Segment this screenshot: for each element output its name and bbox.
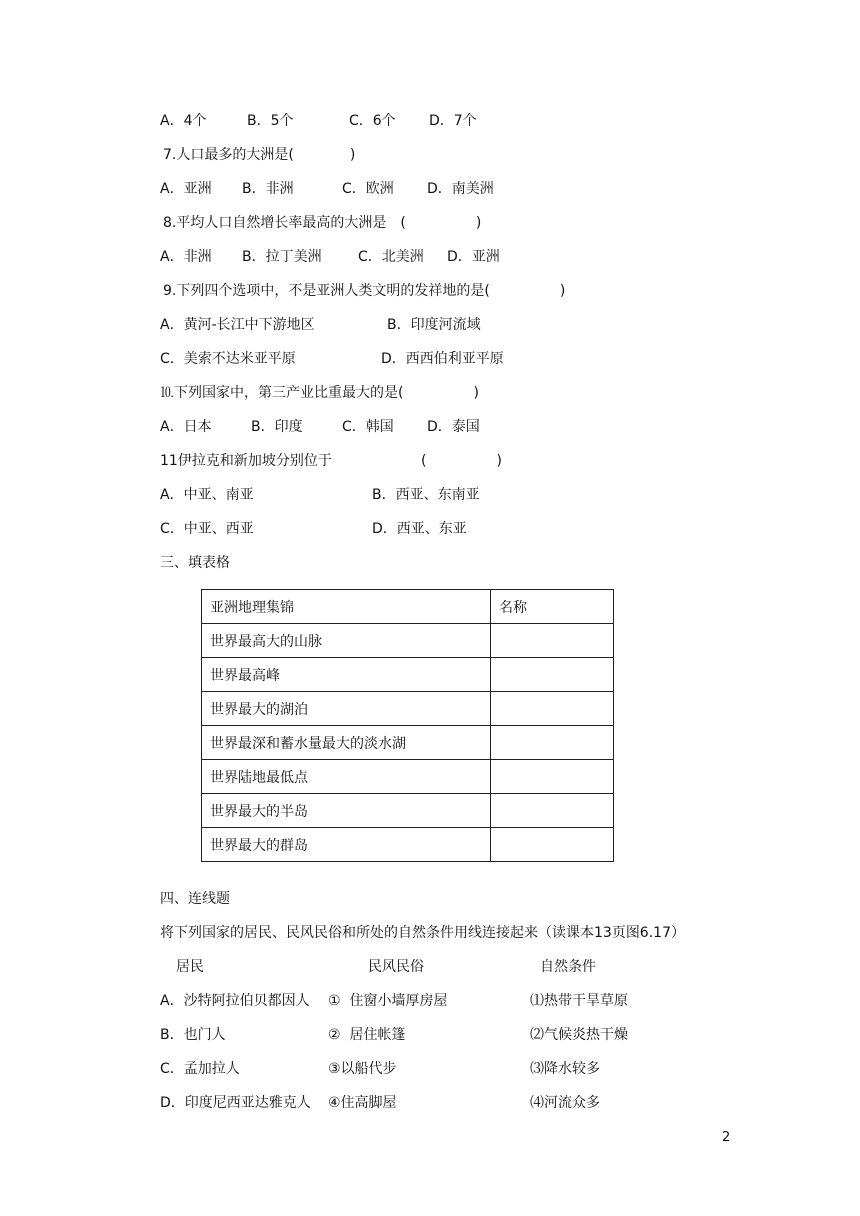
header-residents: 居民 [176, 959, 204, 975]
q9-option-c: C．美索不达米亚平原 [160, 351, 296, 367]
resident-item: B．也门人 [160, 1027, 226, 1043]
q11-option-b: B．西亚、东南亚 [372, 487, 480, 503]
geography-table [201, 589, 614, 862]
table-row [202, 828, 614, 862]
table-cell-answer[interactable] [491, 726, 614, 760]
table-cell-answer[interactable] [491, 624, 614, 658]
q8-option-a: A．非洲 [160, 249, 212, 265]
resident-item: D．印度尼西亚达雅克人 [160, 1095, 311, 1111]
resident-item: C．孟加拉人 [160, 1061, 240, 1077]
q9-option-b: B．印度河流域 [387, 317, 481, 333]
table-row [202, 658, 614, 692]
q9-option-a: A．黄河-长江中下游地区 [160, 317, 315, 333]
resident-item: A．沙特阿拉伯贝都因人 [160, 993, 310, 1009]
q10-stem: ⒑下列国家中，第三产业比重最大的是( ) [160, 385, 479, 401]
table-cell-topic: 世界最高峰 [202, 658, 491, 692]
condition-item: ⑶降水较多 [530, 1061, 600, 1077]
q10-option-b: B．印度 [251, 419, 303, 435]
q6-option-b: B．5个 [247, 113, 294, 129]
q10-option-a: A．日本 [160, 419, 212, 435]
table-cell-topic: 世界最高大的山脉 [202, 624, 491, 658]
table-row [202, 692, 614, 726]
q6-option-a: A．4个 [160, 113, 207, 129]
q6-option-c: C．6个 [349, 113, 396, 129]
table-row [202, 726, 614, 760]
q8-option-b: B．拉丁美洲 [242, 249, 322, 265]
q9-option-d: D．西西伯利亚平原 [381, 351, 504, 367]
q7-option-d: D．南美洲 [427, 181, 494, 197]
q7-option-a: A．亚洲 [160, 181, 212, 197]
condition-item: ⑷河流众多 [530, 1095, 600, 1111]
q8-stem: 8.平均人口自然增长率最高的大洲是 ( ) [163, 215, 482, 231]
table-header-row [202, 590, 614, 624]
table-cell-topic: 世界最大的群岛 [202, 828, 491, 862]
table-cell-answer[interactable] [491, 760, 614, 794]
header-conditions: 自然条件 [540, 959, 596, 975]
header-customs: 民风民俗 [368, 959, 424, 975]
q11-option-d: D．西亚、东亚 [372, 521, 467, 537]
table-cell-topic: 世界最大的湖泊 [202, 692, 491, 726]
table-cell-topic: 世界最深和蓄水量最大的淡水湖 [202, 726, 491, 760]
table-cell-topic: 世界陆地最低点 [202, 760, 491, 794]
table-row [202, 760, 614, 794]
q8-option-c: C．北美洲 [358, 249, 424, 265]
q9-stem: 9.下列四个选项中，不是亚洲人类文明的发祥地的是( ) [163, 283, 566, 299]
table-cell-topic: 世界最大的半岛 [202, 794, 491, 828]
q10-option-c: C．韩国 [342, 419, 394, 435]
section4-title: 四、连线题 [160, 891, 230, 907]
condition-item: ⑴热带干旱草原 [530, 993, 628, 1009]
q10-option-d: D．泰国 [427, 419, 480, 435]
q7-option-b: B．非洲 [242, 181, 294, 197]
custom-item: ② 居住帐篷 [328, 1027, 406, 1043]
custom-item: ① 住窗小墙厚房屋 [328, 993, 448, 1009]
table-row [202, 624, 614, 658]
q11-blank: ( ) [421, 453, 502, 469]
table-cell-answer[interactable] [491, 692, 614, 726]
table-header-name: 名称 [491, 590, 614, 624]
custom-item: ④住高脚屋 [328, 1095, 397, 1111]
q11-option-c: C．中亚、西亚 [160, 521, 254, 537]
custom-item: ③以船代步 [328, 1061, 397, 1077]
section4-instruction: 将下列国家的居民、民风民俗和所处的自然条件用线连接起来（读课本13页图6.17） [160, 925, 685, 941]
q7-option-c: C．欧洲 [342, 181, 394, 197]
q6-option-d: D．7个 [429, 113, 477, 129]
table-row [202, 794, 614, 828]
table-cell-answer[interactable] [491, 658, 614, 692]
condition-item: ⑵气候炎热干燥 [530, 1027, 628, 1043]
q11-stem: 11伊拉克和新加坡分别位于 [160, 453, 332, 469]
section3-title: 三、填表格 [160, 555, 230, 571]
q8-option-d: D．亚洲 [447, 249, 500, 265]
table-header-topic: 亚洲地理集锦 [202, 590, 491, 624]
table-cell-answer[interactable] [491, 794, 614, 828]
page-number: 2 [722, 1130, 731, 1145]
q11-option-a: A．中亚、南亚 [160, 487, 254, 503]
table-cell-answer[interactable] [491, 828, 614, 862]
q7-stem: 7.人口最多的大洲是( ) [163, 147, 356, 163]
